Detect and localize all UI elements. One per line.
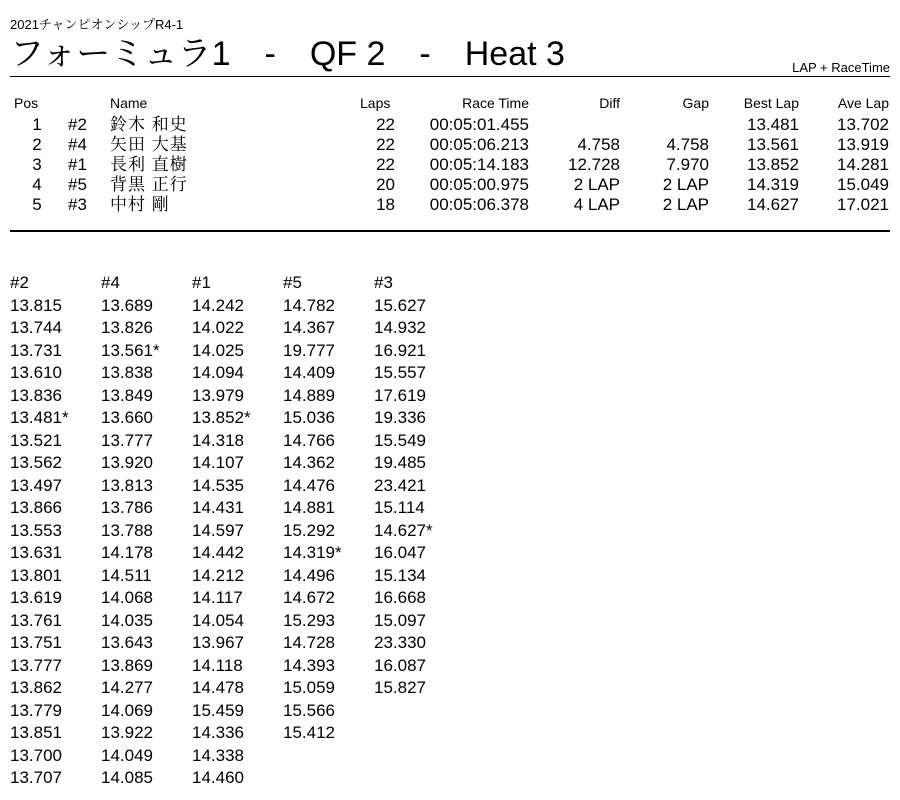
- result-name: 矢田 大基: [110, 135, 188, 154]
- result-best-lap: 14.627: [747, 195, 799, 214]
- result-pos: 4: [32, 175, 42, 194]
- lap-time: 15.827: [374, 678, 426, 697]
- result-pos: 2: [32, 135, 42, 154]
- lap-time: 14.069: [101, 700, 153, 720]
- result-name: 背黒 正行: [110, 175, 188, 194]
- col-laps-header: Laps: [360, 95, 391, 111]
- lap-time: 13.731: [10, 340, 62, 360]
- lap-time: 13.521: [10, 430, 62, 450]
- lap-column-header: #3: [374, 273, 393, 292]
- lap-column-header: #2: [10, 273, 29, 292]
- result-number: #4: [68, 135, 87, 154]
- lap-time: 14.460: [192, 768, 244, 787]
- lap-time: 14.178: [101, 543, 153, 562]
- lap-time: 16.047: [374, 543, 426, 562]
- lap-column-header: #5: [283, 273, 302, 292]
- lap-time: 14.022: [192, 318, 244, 337]
- lap-time: 13.836: [10, 385, 62, 405]
- lap-time: 13.979: [192, 385, 244, 405]
- lap-time: 13.869: [101, 655, 153, 675]
- col-pos-header: Pos: [14, 95, 39, 111]
- lap-time: 13.801: [10, 565, 62, 585]
- lap-time: 14.277: [101, 678, 153, 697]
- report-mode: LAP + RaceTime: [792, 60, 890, 75]
- lap-time: 14.431: [192, 498, 244, 517]
- lap-time: 13.866: [10, 498, 62, 517]
- result-laps: 20: [376, 175, 395, 194]
- result-ave-lap: 13.702: [837, 115, 889, 134]
- lap-time: 14.117: [192, 588, 243, 607]
- lap-column: [283, 272, 373, 745]
- result-pos: 3: [32, 155, 42, 174]
- lap-time: 13.813: [101, 475, 153, 495]
- lap-column: [374, 272, 464, 700]
- lap-time: 14.627*: [374, 520, 433, 540]
- lap-time: 19.485: [374, 453, 426, 472]
- lap-time: 13.815: [10, 295, 62, 315]
- lap-time: 13.920: [101, 453, 153, 472]
- lap-time: 13.631: [10, 543, 62, 562]
- lap-time: 14.409: [283, 363, 335, 382]
- lap-column: [101, 272, 191, 790]
- lap-time: 13.788: [101, 520, 153, 540]
- lap-time: 14.672: [283, 588, 335, 607]
- result-diff: 4.758: [577, 135, 620, 154]
- lap-time: 14.107: [192, 453, 244, 472]
- lap-time: 14.367: [283, 318, 335, 337]
- header-divider: [10, 76, 890, 77]
- result-diff: 12.728: [568, 155, 620, 174]
- lap-time: 13.643: [101, 633, 153, 652]
- lap-time: 13.779: [10, 700, 62, 720]
- lap-time: 16.087: [374, 655, 426, 675]
- lap-time: 14.242: [192, 295, 244, 315]
- col-avelap-header: Ave Lap: [837, 95, 889, 111]
- result-number: #2: [68, 115, 87, 134]
- result-number: #3: [68, 195, 87, 214]
- lap-time: 14.035: [101, 610, 153, 630]
- lap-time: 15.412: [283, 723, 335, 742]
- lap-time: 14.054: [192, 610, 244, 630]
- lap-time: 13.786: [101, 498, 153, 517]
- lap-column-header: #1: [192, 273, 211, 292]
- lap-time: 19.336: [374, 408, 426, 427]
- result-name: 鈴木 和史: [110, 115, 188, 134]
- lap-time: 23.330: [374, 633, 426, 652]
- lap-time: 14.476: [283, 475, 335, 495]
- lap-time: 14.535: [192, 475, 244, 495]
- lap-time: 14.049: [101, 745, 153, 765]
- result-ave-lap: 14.281: [837, 155, 889, 174]
- lap-time: 13.761: [10, 610, 62, 630]
- lap-time: 13.826: [101, 318, 153, 337]
- lap-time: 15.292: [283, 520, 335, 540]
- result-pos: 5: [32, 195, 42, 214]
- lap-time: 15.293: [283, 610, 335, 630]
- result-row: [0, 193, 900, 216]
- col-bestlap-header: Best Lap: [743, 95, 799, 111]
- lap-time: 23.421: [374, 475, 426, 495]
- result-name: 中村 剛: [110, 195, 170, 214]
- lap-time: 15.627: [374, 295, 426, 315]
- lap-time: 13.777: [10, 655, 62, 675]
- event-name: 2021チャンピオンシップR4-1: [10, 17, 184, 32]
- result-laps: 22: [376, 135, 395, 154]
- result-laps: 22: [376, 155, 395, 174]
- lap-time: 13.553: [10, 520, 62, 540]
- lap-time: 13.849: [101, 385, 153, 405]
- result-best-lap: 14.319: [747, 175, 799, 194]
- lap-time: 14.728: [283, 633, 335, 652]
- lap-time: 13.689: [101, 295, 153, 315]
- lap-time: 14.319*: [283, 543, 342, 562]
- lap-time: 14.881: [283, 498, 335, 517]
- lap-time: 14.782: [283, 295, 335, 315]
- lap-time: 13.751: [10, 633, 62, 652]
- lap-time: 14.118: [192, 655, 243, 675]
- result-race-time: 00:05:01.455: [429, 115, 529, 134]
- result-best-lap: 13.481: [747, 115, 799, 134]
- result-gap: 2 LAP: [662, 195, 709, 214]
- lap-column-header: #4: [101, 273, 120, 292]
- result-race-time: 00:05:14.183: [429, 155, 529, 174]
- lap-time: 14.932: [374, 318, 426, 337]
- lap-time: 14.025: [192, 340, 244, 360]
- lap-time: 14.094: [192, 363, 244, 382]
- lap-time: 14.442: [192, 543, 244, 562]
- lap-time: 14.362: [283, 453, 335, 472]
- result-pos: 1: [32, 115, 42, 134]
- lap-time: 13.707: [10, 768, 62, 787]
- lap-time: 14.511: [101, 565, 152, 585]
- result-number: #5: [68, 175, 87, 194]
- lap-time: 13.777: [101, 430, 153, 450]
- lap-time: 13.851: [10, 723, 62, 742]
- lap-time: 14.212: [192, 565, 244, 585]
- result-ave-lap: 15.049: [837, 175, 889, 194]
- lap-time: 13.838: [101, 363, 153, 382]
- col-name-header: Name: [110, 95, 148, 111]
- col-gap-header: Gap: [682, 95, 709, 111]
- lap-time: 14.496: [283, 565, 335, 585]
- lap-time: 14.318: [192, 430, 244, 450]
- lap-time: 15.134: [374, 565, 426, 585]
- col-diff-header: Diff: [599, 95, 620, 111]
- lap-time: 13.481*: [10, 408, 69, 427]
- lap-time: 14.338: [192, 745, 244, 765]
- lap-time: 14.597: [192, 520, 244, 540]
- lap-time: 13.660: [101, 408, 153, 427]
- lap-time: 13.967: [192, 633, 244, 652]
- lap-time: 15.036: [283, 408, 335, 427]
- result-gap: 7.970: [666, 155, 709, 174]
- lap-time: 13.497: [10, 475, 62, 495]
- lap-time: 14.889: [283, 385, 335, 405]
- lap-time: 14.085: [101, 768, 153, 787]
- result-laps: 22: [376, 115, 395, 134]
- result-race-time: 00:05:00.975: [429, 175, 529, 194]
- result-name: 長利 直樹: [110, 155, 188, 174]
- lap-time: 15.549: [374, 430, 426, 450]
- col-racetime-header: Race Time: [462, 95, 529, 111]
- result-gap: 2 LAP: [662, 175, 709, 194]
- lap-time: 14.393: [283, 655, 335, 675]
- page-title: フォーミュラ1 - QF 2 - Heat 3: [10, 35, 565, 73]
- lap-time: 13.610: [10, 363, 62, 382]
- result-diff: 2 LAP: [573, 175, 620, 194]
- result-ave-lap: 17.021: [837, 195, 889, 214]
- lap-time: 13.852*: [192, 408, 251, 427]
- lap-time: 14.336: [192, 723, 244, 742]
- result-diff: 4 LAP: [573, 195, 620, 214]
- lap-time: 13.561*: [101, 340, 160, 360]
- lap-time: 13.562: [10, 453, 62, 472]
- lap-time: 13.922: [101, 723, 153, 742]
- lap-time: 14.478: [192, 678, 244, 697]
- lap-time: 14.766: [283, 430, 335, 450]
- lap-time: 15.557: [374, 363, 426, 382]
- section-divider: [10, 230, 890, 232]
- result-best-lap: 13.561: [747, 135, 799, 154]
- lap-time: 15.566: [283, 700, 335, 720]
- result-gap: 4.758: [666, 135, 709, 154]
- result-number: #1: [68, 155, 87, 174]
- lap-time: 15.059: [283, 678, 335, 697]
- lap-time: 19.777: [283, 340, 335, 360]
- lap-time: 16.668: [374, 588, 426, 607]
- lap-time: 13.744: [10, 318, 62, 337]
- lap-column: [10, 272, 100, 790]
- lap-time: 15.114: [374, 498, 425, 517]
- lap-time: 13.862: [10, 678, 62, 697]
- lap-time: 14.068: [101, 588, 153, 607]
- lap-time: 17.619: [374, 385, 426, 405]
- lap-time: 16.921: [374, 340, 426, 360]
- result-race-time: 00:05:06.378: [429, 195, 529, 214]
- result-laps: 18: [376, 195, 395, 214]
- lap-time: 13.700: [10, 745, 62, 765]
- result-best-lap: 13.852: [747, 155, 799, 174]
- result-race-time: 00:05:06.213: [429, 135, 529, 154]
- lap-time: 15.097: [374, 610, 426, 630]
- result-ave-lap: 13.919: [837, 135, 889, 154]
- lap-column: [192, 272, 282, 790]
- lap-time: 13.619: [10, 588, 62, 607]
- lap-time: 15.459: [192, 700, 244, 720]
